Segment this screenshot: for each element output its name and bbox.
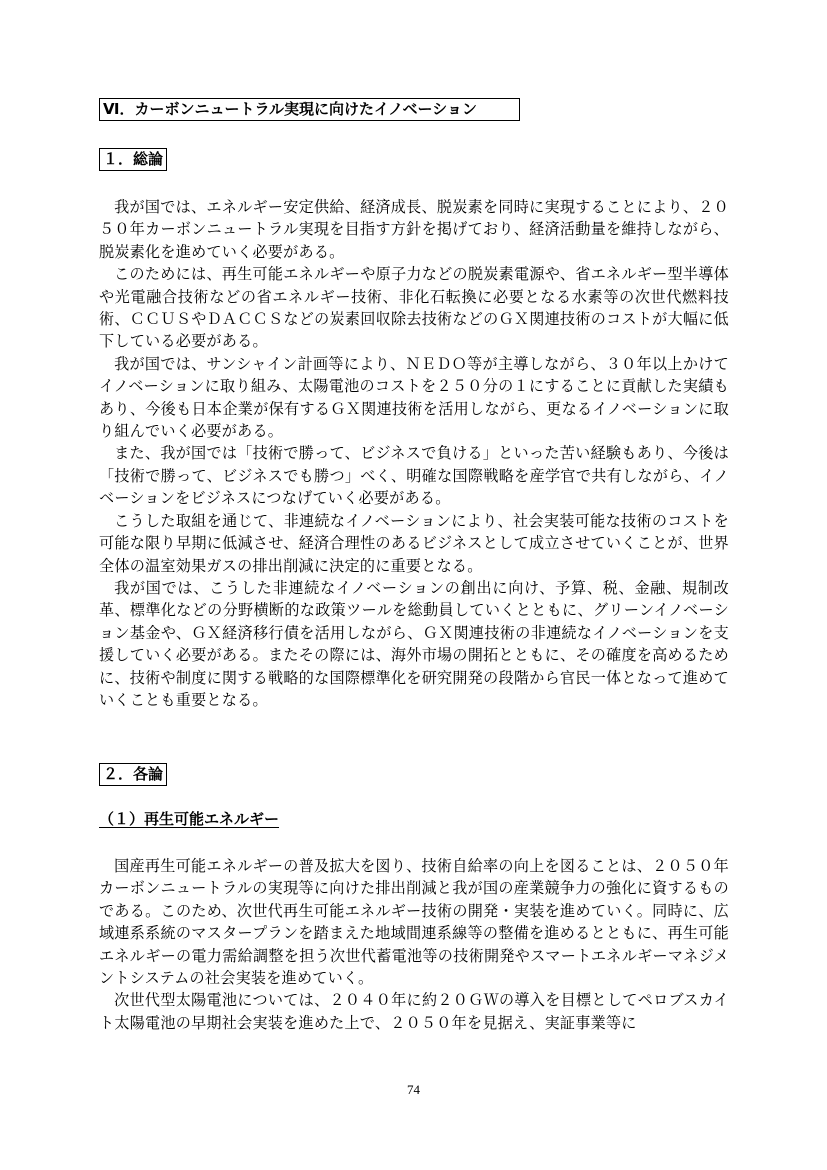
paragraph: 我が国では、こうした非連続なイノベーションの創出に向け、予算、税、金融、規制改革、標準化などの分野横断的な政策ツールを総動員していくとともに、グリーンイノベーション基金や、ＧＸ経済移行債を活用しながら、ＧＸ関連技術の非連続なイノベーションを支援していく必要がある。またその際には、海外市場の開拓とともに、その確度を高めるために、技術や制度に関する戦略的な国際標準化を研究開発の段階から官民一体となって進めていくことも重要となる。	[99, 578, 729, 709]
overview-body	[99, 196, 729, 711]
paragraph: 次世代型太陽電池については、２０４０年に約２０ＧＷの導入を目標としてペロブスカイト太陽電池の早期社会実装を進めた上で、２０５０年を見据え、実証事業等に	[99, 991, 729, 1032]
renewable-energy-body	[99, 855, 729, 1034]
page-number: 74	[407, 1082, 420, 1097]
paragraph: 我が国では、サンシャイン計画等により、ＮＥＤＯ等が主導しながら、３０年以上かけてイノベーションに取り組み、太陽電池のコストを２５０分の１にすることに貢献した実績もあり、今後も日本企業が保有するＧＸ関連技術を活用しながら、更なるイノベーションに取り組んでいく必要がある。	[99, 354, 729, 441]
paragraph: また、我が国では「技術で勝って、ビジネスで負ける」といった苦い経験もあり、今後は「技術で勝って、ビジネスでも勝つ」べく、明確な国際戦略を産学官で共有しながら、イノベーションをビジネスにつなげていく必要がある。	[99, 444, 729, 508]
paragraph: 国産再生可能エネルギーの普及拡大を図り、技術自給率の向上を図ることは、２０５０年カーボンニュートラルの実現等に向けた排出削減と我が国の産業競争力の強化に資するものである。このため、次世代再生可能エネルギー技術の開発・実装を進めていく。同時に、広域連系系統のマスタープランを踏まえた地域間連系線等の整備を進めるとともに、再生可能エネルギーの電力需給調整を担う次世代蓄電池等の技術開発やスマートエネルギーマネジメントシステムの社会実装を進めていく。	[99, 857, 729, 988]
paragraph: 我が国では、エネルギー安定供給、経済成長、脱炭素を同時に実現することにより、２０５０年カーボンニュートラル実現を目指す方針を掲げており、経済活動量を維持しながら、脱炭素化を進めていく必要がある。	[99, 198, 729, 261]
subsection-heading-renewable-energy: （１）再生可能エネルギー	[99, 810, 280, 828]
paragraph: このためには、再生可能エネルギーや原子力などの脱炭素電源や、省エネルギー型半導体や光電融合技術などの省エネルギー技術、非化石転換に必要となる水素等の次世代燃料技術、ＣＣＵＳやＤＡＣＣＳなどの炭素回収除去技術などのＧＸ関連技術のコストが大幅に低下している必要がある。	[99, 265, 729, 351]
section-heading-overview: １．総論	[99, 148, 167, 171]
chapter-heading: Ⅵ．カーボンニュートラル実現に向けたイノベーション	[99, 98, 520, 121]
paragraph: こうした取組を通じて、非連続なイノベーションにより、社会実装可能な技術のコストを可能な限り早期に低減させ、経済合理性のあるビジネスとして成立させていくことが、世界全体の温室効果ガスの排出削減に決定的に重要となる。	[99, 511, 729, 575]
section-heading-details: ２．各論	[99, 763, 167, 786]
